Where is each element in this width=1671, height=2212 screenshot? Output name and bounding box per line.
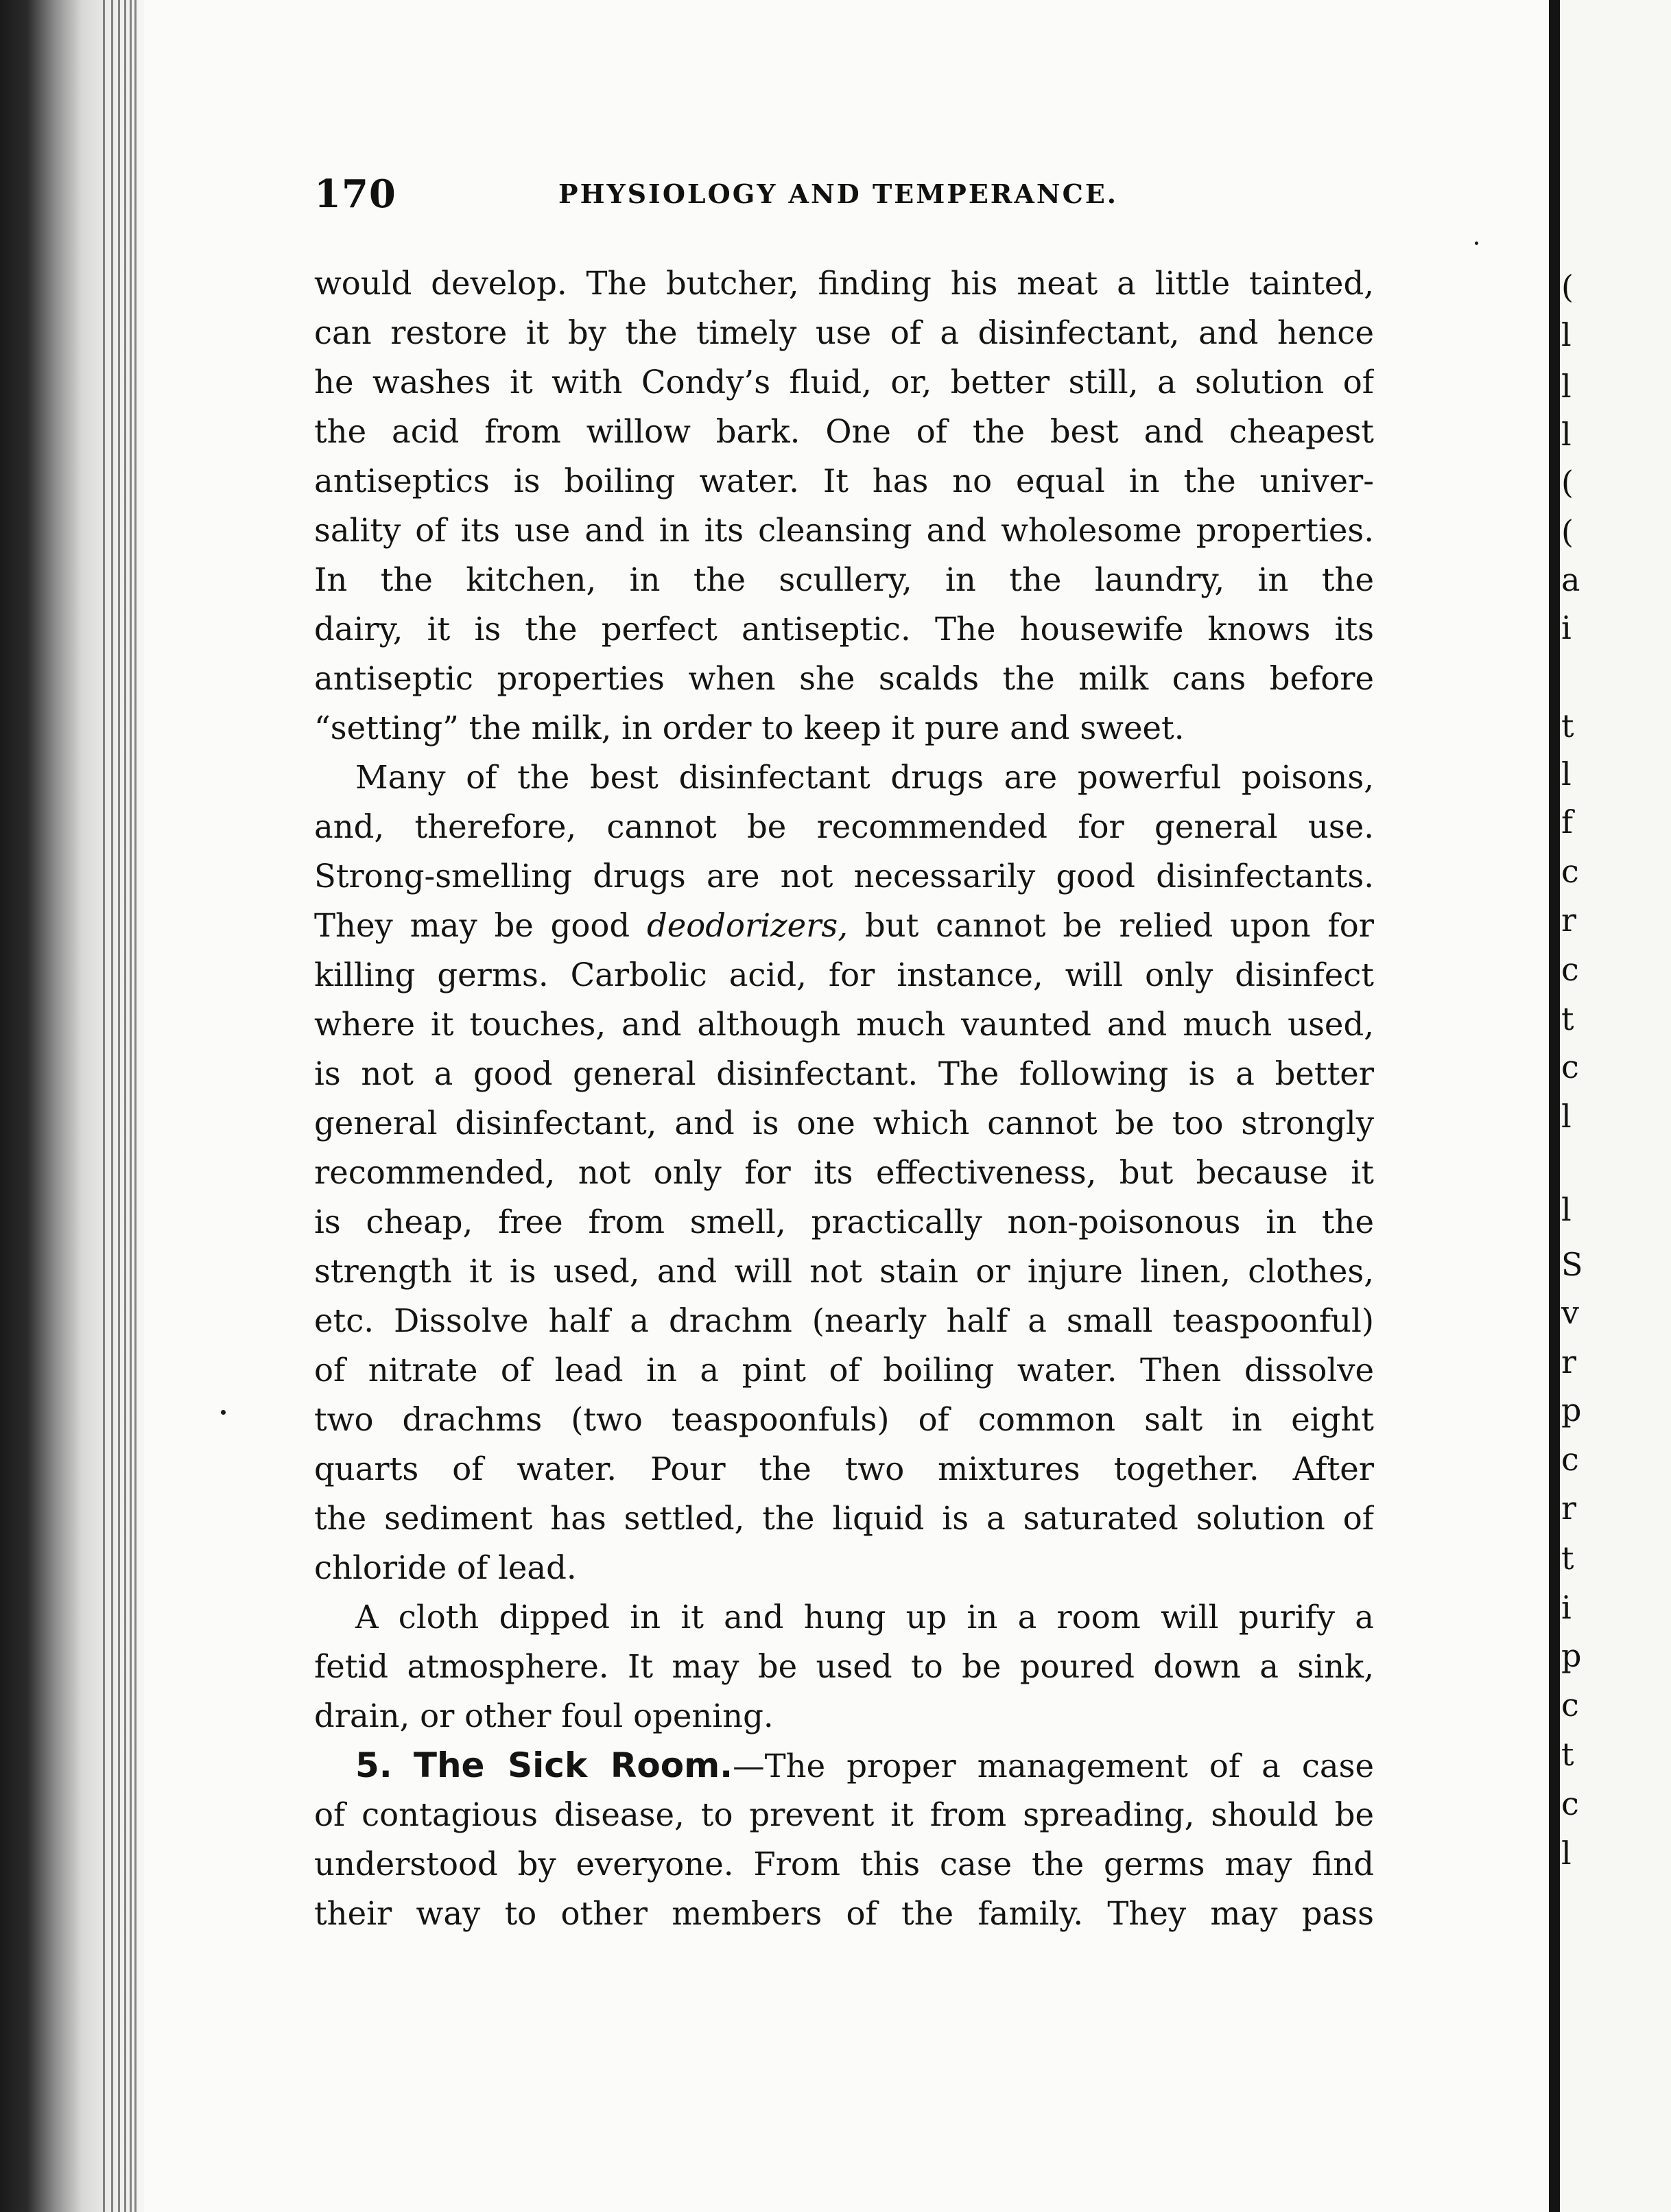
text-line: drain, or other foul opening.: [314, 1697, 774, 1734]
text-line: Strong-smelling drugs are not necessarily good disinfectants.: [314, 858, 1374, 895]
text-line: fetid atmosphere. It may be used to be poured down a sink,: [314, 1648, 1374, 1685]
adjacent-glyph: r: [1561, 1343, 1576, 1380]
text-line: where it touches, and although much vaunted and much used,: [314, 1006, 1374, 1043]
adjacent-glyph: r: [1561, 902, 1576, 939]
running-title: PHYSIOLOGY AND TEMPERANCE.: [558, 178, 1119, 209]
adjacent-glyph: l: [1561, 1191, 1572, 1228]
adjacent-glyph: t: [1561, 707, 1574, 744]
adjacent-glyph: l: [1561, 416, 1572, 453]
text-line: of contagious disease, to prevent it from spreading, should be: [314, 1796, 1374, 1833]
text-line: A cloth dipped in it and hung up in a room will purify a: [355, 1599, 1374, 1636]
adjacent-glyph: t: [1561, 1000, 1574, 1037]
text-segment: —The proper management of a case: [733, 1748, 1374, 1785]
section-title: The Sick Room.: [413, 1745, 733, 1785]
text-line: sality of its use and in its cleansing and wholesome properties.: [314, 512, 1374, 549]
page-number: 170: [314, 172, 396, 217]
book-binding-gutter: [0, 0, 144, 2212]
text-line: their way to other members of the family. They may pass: [314, 1895, 1374, 1932]
text-line: strength it is used, and will not stain or injure linen, clothes,: [314, 1253, 1374, 1290]
adjacent-glyph: (: [1561, 464, 1574, 501]
adjacent-glyph: c: [1561, 1785, 1579, 1822]
text-line: understood by everyone. From this case the germs may find: [314, 1846, 1374, 1883]
text-line: antiseptics is boiling water. It has no equal in the univer-: [314, 462, 1374, 499]
text-line: general disinfectant, and is one which cannot be too strongly: [314, 1105, 1374, 1142]
text-line: the sediment has settled, the liquid is a saturated solution of: [314, 1500, 1374, 1537]
text-line: two drachms (two teaspoonfuls) of common salt in eight: [314, 1401, 1374, 1438]
body-text: [314, 259, 1374, 1938]
text-line-with-italic: [314, 901, 1374, 950]
adjacent-glyph: c: [1561, 951, 1579, 988]
adjacent-glyph: S: [1561, 1246, 1583, 1283]
section-number: 5.: [355, 1745, 392, 1785]
italic-term: deodorizers,: [647, 907, 849, 944]
adjacent-page-strip: [1560, 0, 1671, 2212]
text-line: of nitrate of lead in a pint of boiling water. Then dissolve: [314, 1352, 1374, 1389]
page-edge-line: [118, 0, 120, 2212]
adjacent-glyph: l: [1561, 1098, 1572, 1135]
text-line: antiseptic properties when she scalds the milk cans before: [314, 660, 1374, 697]
text-line: recommended, not only for its effectiveness, but because it: [314, 1154, 1374, 1191]
ink-speck: [221, 1410, 226, 1415]
adjacent-glyph: i: [1561, 609, 1572, 646]
adjacent-glyph: a: [1561, 561, 1580, 598]
adjacent-glyph: t: [1561, 1736, 1574, 1773]
adjacent-glyph: c: [1561, 853, 1579, 890]
section-heading-line: [314, 1741, 1374, 1790]
text-line: is not a good general disinfectant. The following is a better: [314, 1055, 1374, 1092]
page-edge-line: [103, 0, 105, 2212]
text-line: In the kitchen, in the scullery, in the laundry, in the: [314, 561, 1374, 598]
adjacent-glyph: (: [1561, 513, 1574, 550]
running-header: [314, 172, 1377, 220]
text-line: would develop. The butcher, finding his meat a little tainted,: [314, 265, 1374, 302]
adjacent-glyph: r: [1561, 1490, 1576, 1527]
adjacent-glyph: f: [1561, 803, 1574, 840]
text-line: “setting” the milk, in order to keep it pure and sweet.: [314, 709, 1185, 746]
text-line: quarts of water. Pour the two mixtures together. After: [314, 1450, 1374, 1487]
page-edge-line: [124, 0, 126, 2212]
text-line: killing germs. Carbolic acid, for instance, will only disinfect: [314, 956, 1374, 993]
text-line: can restore it by the timely use of a disinfectant, and hence: [314, 314, 1374, 351]
text-line: the acid from willow bark. One of the best and cheapest: [314, 413, 1374, 450]
page-fold-shadow: [1549, 0, 1560, 2212]
adjacent-glyph: l: [1561, 368, 1572, 405]
page-edge-line: [111, 0, 113, 2212]
text-line: dairy, it is the perfect antiseptic. The housewife knows its: [314, 611, 1374, 648]
text-line: chloride of lead.: [314, 1549, 577, 1586]
adjacent-glyph: v: [1561, 1294, 1579, 1331]
adjacent-glyph: l: [1561, 316, 1572, 353]
text-line: and, therefore, cannot be recommended for general use.: [314, 808, 1374, 845]
page-edge-line: [134, 0, 137, 2212]
page-edge-line: [130, 0, 132, 2212]
adjacent-glyph: p: [1561, 1637, 1582, 1674]
text-segment: They may be good: [314, 907, 630, 944]
ink-speck: [1475, 242, 1478, 245]
text-line: etc. Dissolve half a drachm (nearly half a small teaspoonful): [314, 1302, 1374, 1339]
text-line: is cheap, free from smell, practically non-poisonous in the: [314, 1203, 1374, 1240]
text-line: Many of the best disinfectant drugs are powerful poisons,: [355, 759, 1374, 796]
adjacent-glyph: c: [1561, 1048, 1579, 1085]
adjacent-glyph: l: [1561, 755, 1572, 792]
adjacent-glyph: t: [1561, 1540, 1574, 1577]
adjacent-glyph: c: [1561, 1686, 1579, 1723]
text-line: he washes it with Condy’s fluid, or, better still, a solution of: [314, 364, 1374, 401]
text-segment: but cannot be relied upon for: [864, 907, 1374, 944]
adjacent-glyph: i: [1561, 1589, 1572, 1626]
adjacent-glyph: l: [1561, 1835, 1572, 1872]
adjacent-glyph: (: [1561, 268, 1574, 305]
adjacent-glyph: p: [1561, 1391, 1582, 1428]
adjacent-glyph: c: [1561, 1441, 1579, 1478]
